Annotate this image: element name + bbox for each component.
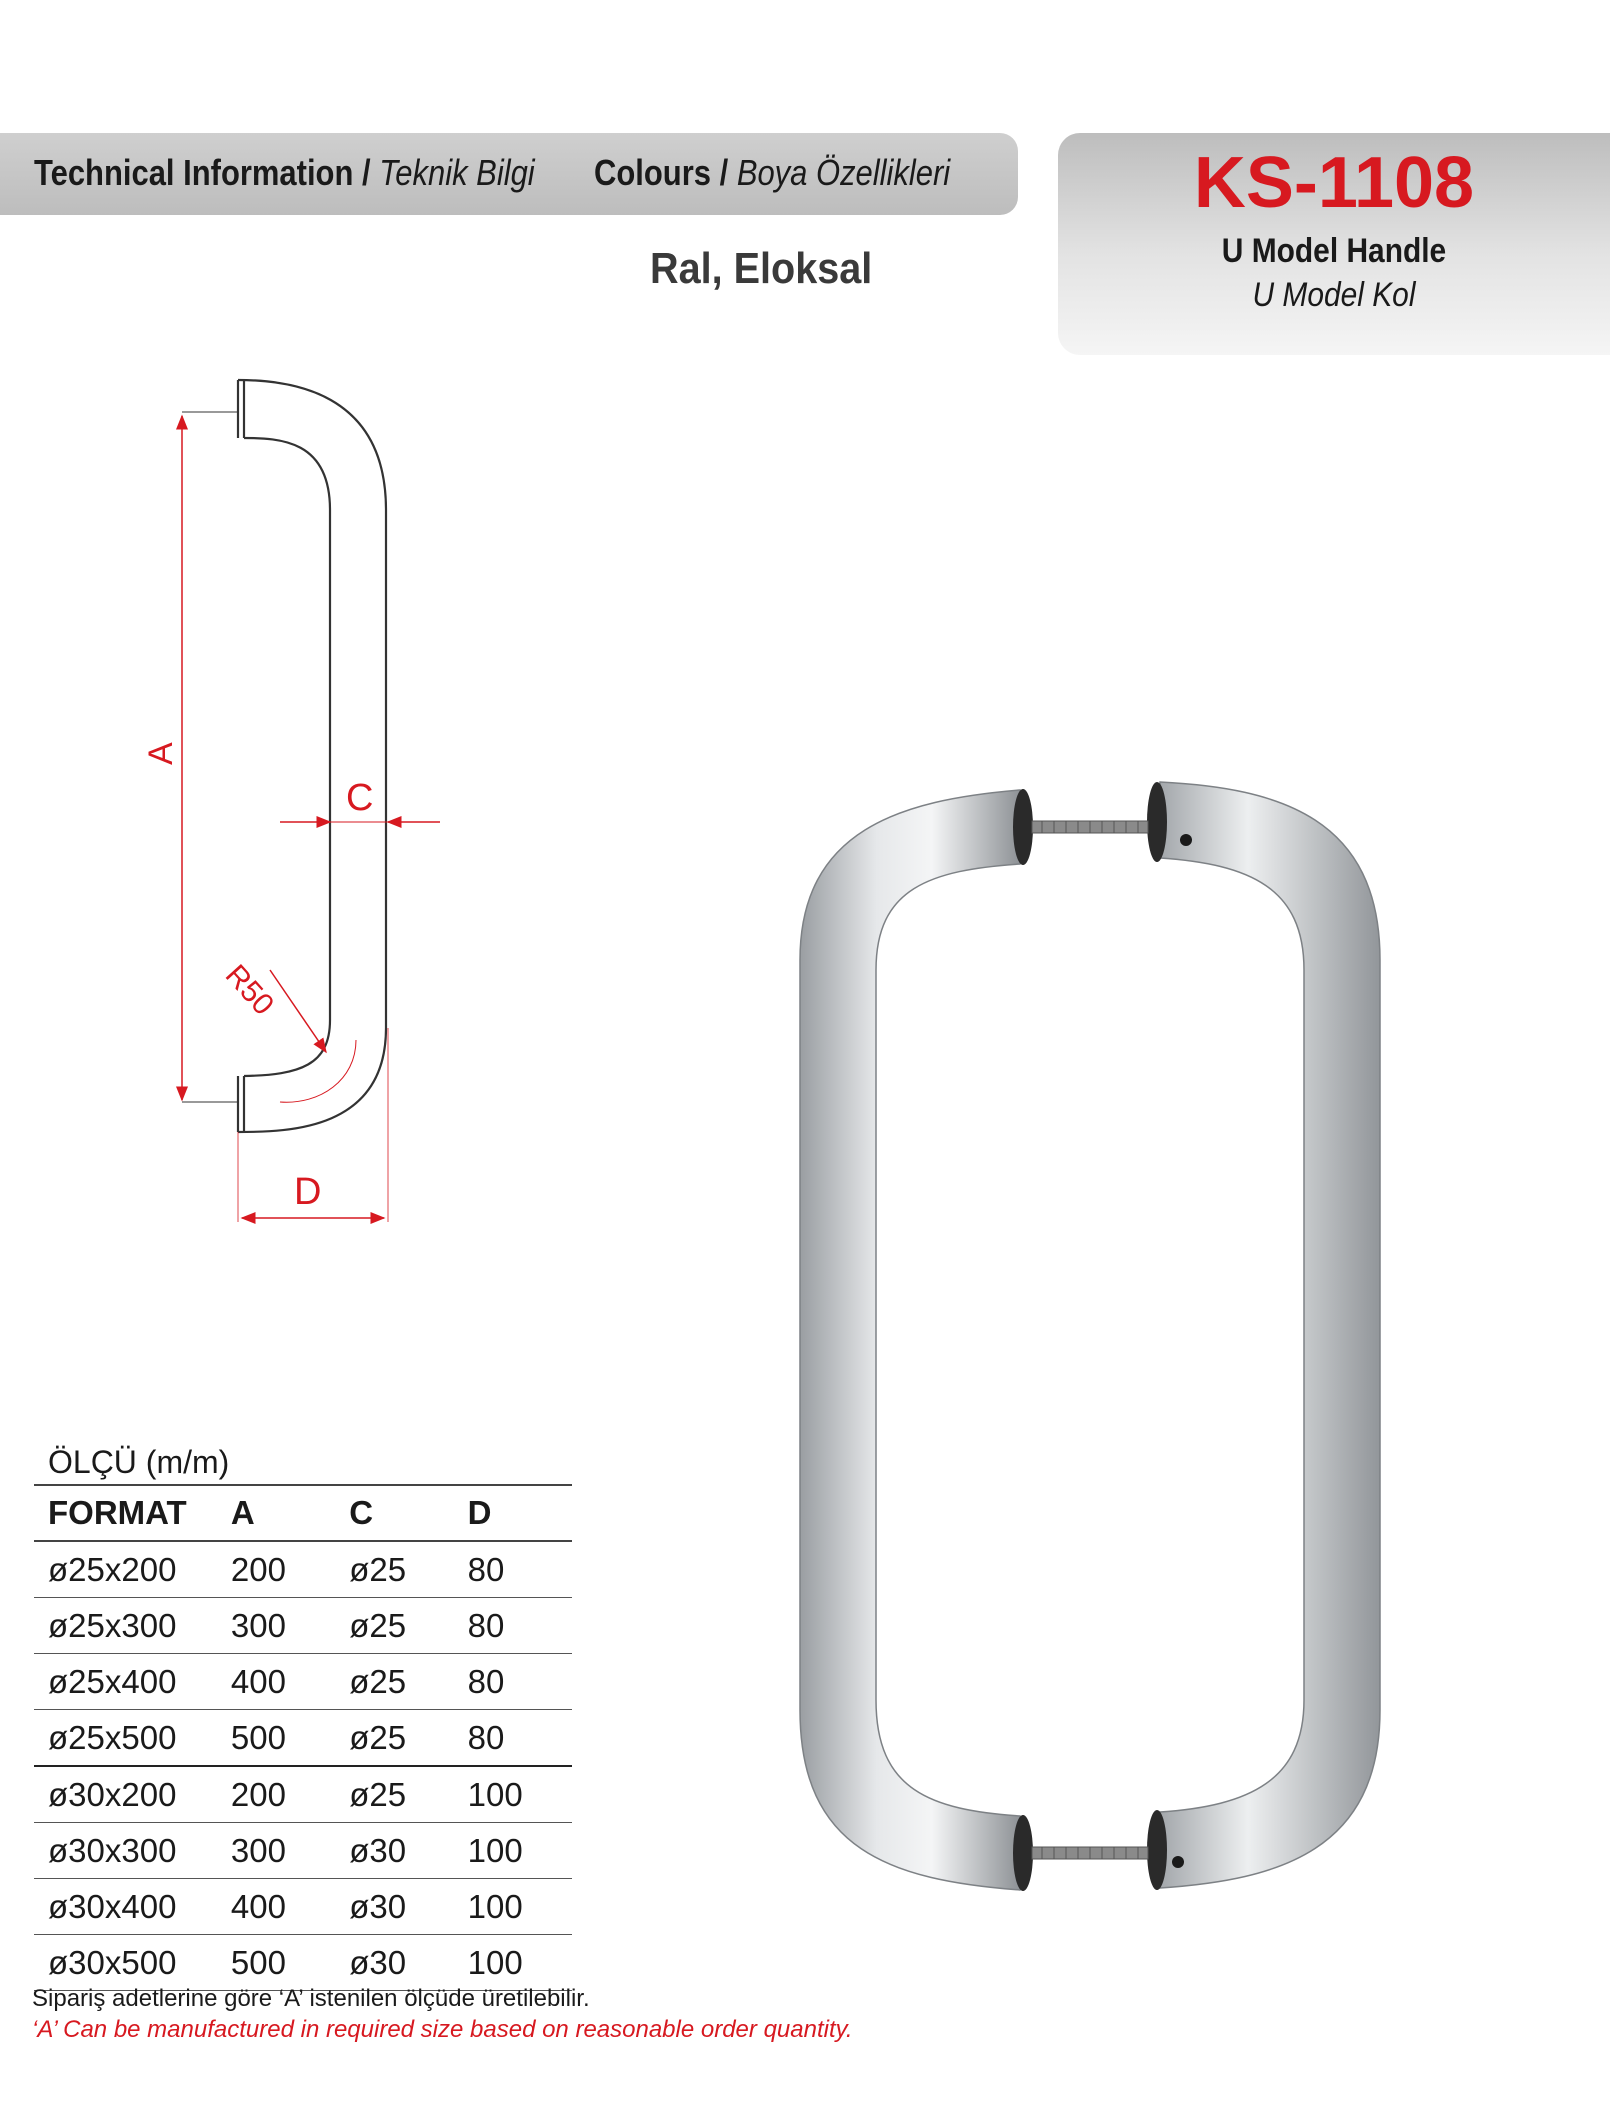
product-name-en: U Model Handle	[1221, 232, 1447, 270]
cell-c: ø25	[335, 1654, 453, 1710]
dimension-c-label: C	[346, 777, 374, 819]
table-row	[34, 1598, 572, 1654]
cell-c: ø30	[335, 1879, 453, 1935]
cell-d: 80	[454, 1654, 572, 1710]
table-row	[34, 1879, 572, 1935]
cell-a: 300	[217, 1598, 335, 1654]
cell-d: 80	[454, 1710, 572, 1767]
dimension-a-label: A	[142, 742, 180, 765]
cell-c: ø30	[335, 1823, 453, 1879]
cell-c: ø25	[335, 1766, 453, 1823]
cell-format: ø30x200	[34, 1766, 217, 1823]
table-row	[34, 1654, 572, 1710]
technical-drawing	[120, 360, 460, 1240]
cell-a: 200	[217, 1766, 335, 1823]
table-header-row	[34, 1485, 572, 1541]
column-header-c: C	[335, 1485, 453, 1541]
table-row	[34, 1823, 572, 1879]
table-row	[34, 1935, 572, 1991]
cell-a: 200	[217, 1541, 335, 1598]
cell-format: ø30x300	[34, 1823, 217, 1879]
table-row	[34, 1710, 572, 1767]
table-row	[34, 1541, 572, 1598]
cell-format: ø30x400	[34, 1879, 217, 1935]
cell-d: 100	[454, 1766, 572, 1823]
cell-d: 100	[454, 1935, 572, 1991]
table-row	[34, 1766, 572, 1823]
radius-leader	[270, 970, 326, 1052]
cell-c: ø25	[335, 1598, 453, 1654]
cell-format: ø25x200	[34, 1541, 217, 1598]
cell-d: 100	[454, 1823, 572, 1879]
colours-value: Ral, Eloksal	[650, 244, 873, 293]
cell-c: ø25	[335, 1541, 453, 1598]
column-header-a: A	[217, 1485, 335, 1541]
cell-d: 80	[454, 1598, 572, 1654]
radius-label: R50	[218, 958, 281, 1022]
sizes-table	[34, 1484, 572, 1991]
column-header-d: D	[454, 1485, 572, 1541]
note-turkish: Sipariş adetlerine göre ‘A’ istenilen ölçüde üretilebilir.	[32, 1985, 590, 2012]
cell-format: ø25x400	[34, 1654, 217, 1710]
handle-outline	[182, 380, 386, 1132]
cell-c: ø30	[335, 1935, 453, 1991]
technical-information-heading: Technical Information / Teknik Bilgi	[34, 152, 535, 193]
cell-a: 400	[217, 1654, 335, 1710]
product-photo	[780, 770, 1400, 1950]
product-code: KS-1108	[1193, 143, 1475, 223]
cell-d: 100	[454, 1879, 572, 1935]
column-header-format: FORMAT	[34, 1485, 217, 1541]
cell-format: ø25x300	[34, 1598, 217, 1654]
note-english: ‘A’ Can be manufactured in required size based on reasonable order quantity.	[32, 2016, 853, 2043]
dimension-d-label: D	[294, 1171, 322, 1213]
cell-format: ø25x500	[34, 1710, 217, 1767]
cell-format: ø30x500	[34, 1935, 217, 1991]
sizes-title: ÖLÇÜ (m/m)	[48, 1444, 230, 1480]
cell-a: 400	[217, 1879, 335, 1935]
colours-heading: Colours / Boya Özellikleri	[594, 152, 951, 193]
cell-d: 80	[454, 1541, 572, 1598]
product-name-tr: U Model Kol	[1252, 276, 1416, 314]
cell-a: 500	[217, 1935, 335, 1991]
cell-a: 500	[217, 1710, 335, 1767]
cell-c: ø25	[335, 1710, 453, 1767]
cell-a: 300	[217, 1823, 335, 1879]
